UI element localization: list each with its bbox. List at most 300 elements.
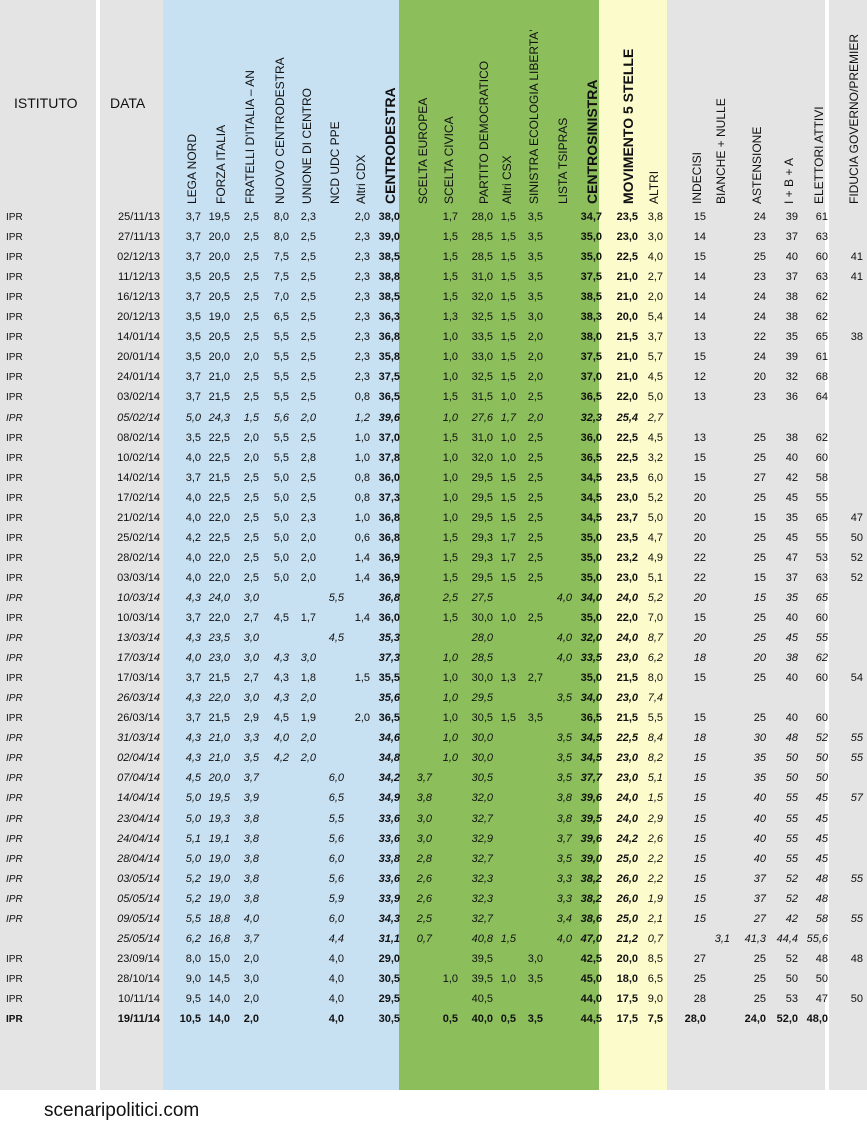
table-cell: 15 (693, 251, 706, 264)
row-date: 14/04/14 (117, 792, 160, 805)
table-cell: 3,7 (185, 371, 201, 384)
table-cell: 2,5 (527, 531, 543, 544)
table-cell: 5,9 (328, 892, 344, 905)
table-cell: 8,7 (647, 632, 663, 645)
table-cell: 36,8 (378, 531, 400, 544)
table-cell: 34,7 (580, 211, 602, 223)
row-date: 31/03/14 (117, 732, 160, 745)
table-cell: 2,5 (300, 491, 316, 504)
table-cell: 21,5 (616, 331, 638, 344)
table-cell: 47 (850, 511, 863, 524)
column-header-label: FIDUCIA GOVERNO/PREMIER (847, 33, 861, 204)
table-cell: 62 (815, 311, 828, 324)
table-cell: 32,0 (471, 291, 493, 304)
table-cell: 3,5 (527, 251, 543, 264)
table-cell: 1,0 (442, 471, 458, 484)
table-cell: 34,9 (378, 792, 400, 805)
table-cell: 5,6 (328, 832, 344, 845)
table-cell: 15 (693, 772, 706, 785)
table-cell: 15 (753, 511, 766, 524)
table-cell: 18 (693, 652, 706, 665)
table-cell: 2,5 (243, 231, 259, 244)
table-cell: 2,1 (647, 912, 663, 925)
table-cell: 24,0 (616, 792, 638, 805)
table-cell: 27 (693, 952, 706, 965)
table-cell: 2,5 (243, 291, 259, 304)
column-header (214, 8, 234, 204)
row-istituto: IPR (6, 873, 23, 885)
table-cell: 39,6 (378, 411, 400, 424)
table-cell: 34,0 (580, 692, 602, 705)
row-istituto: IPR (6, 853, 23, 865)
table-cell: 2,3 (300, 211, 316, 223)
table-cell: 2,5 (300, 471, 316, 484)
header-istituto: ISTITUTO (14, 95, 78, 111)
table-cell: 5,0 (273, 511, 289, 524)
table-cell: 27,6 (471, 411, 493, 424)
table-cell: 29,0 (378, 952, 400, 965)
column-header-label: NCD UDC PPE (328, 121, 342, 204)
table-cell: 5,0 (273, 471, 289, 484)
table-cell: 15 (693, 832, 706, 845)
table-cell: 4,0 (556, 932, 572, 945)
column-header (477, 8, 497, 204)
table-cell: 7,0 (647, 612, 663, 624)
table-cell: 35,0 (580, 531, 602, 544)
table-cell: 35 (753, 772, 766, 785)
table-cell: 1,0 (442, 491, 458, 504)
table-cell: 2,0 (300, 571, 316, 584)
column-header (586, 8, 606, 204)
row-istituto: IPR (6, 773, 23, 785)
table-cell: 3,5 (556, 752, 572, 765)
table-cell: 25 (753, 431, 766, 444)
table-cell: 2,5 (527, 431, 543, 444)
table-cell: 3,7 (185, 471, 201, 484)
table-cell: 23,7 (616, 511, 638, 524)
table-cell: 2,3 (354, 231, 370, 244)
table-cell: 8,0 (273, 211, 289, 223)
table-cell: 4,5 (647, 431, 663, 444)
table-cell: 2,3 (354, 351, 370, 364)
table-cell: 22,5 (616, 251, 638, 264)
row-istituto: IPR (6, 693, 23, 705)
table-cell: 20,0 (208, 772, 230, 785)
table-cell: 7,5 (647, 1013, 663, 1025)
table-cell: 45 (785, 491, 798, 504)
table-cell: 42,5 (580, 952, 602, 965)
table-cell: 23,5 (208, 632, 230, 645)
table-cell: 64 (815, 391, 828, 404)
table-cell: 24,0 (744, 1013, 766, 1025)
table-cell: 5,0 (647, 391, 663, 404)
table-cell: 29,5 (471, 511, 493, 524)
table-cell: 3,8 (243, 852, 259, 865)
table-cell: 3,5 (556, 772, 572, 785)
table-cell: 33,6 (378, 872, 400, 885)
table-cell: 1,4 (354, 612, 370, 624)
row-date: 23/09/14 (117, 952, 160, 965)
row-istituto: IPR (6, 212, 23, 223)
table-cell: 1,9 (647, 892, 663, 905)
table-cell: 23,0 (616, 752, 638, 765)
table-cell: 3,7 (185, 291, 201, 304)
table-cell: 15 (693, 211, 706, 223)
table-cell: 28 (693, 992, 706, 1005)
table-cell: 2,7 (647, 411, 663, 424)
table-cell: 34,3 (378, 912, 400, 925)
table-cell: 6,0 (647, 471, 663, 484)
table-cell: 1,5 (442, 531, 458, 544)
table-cell: 2,5 (300, 431, 316, 444)
table-cell: 33,6 (378, 812, 400, 825)
table-cell: 2,0 (647, 291, 663, 304)
table-cell: 1,3 (442, 311, 458, 324)
table-cell: 52 (785, 952, 798, 965)
table-cell: 1,5 (500, 511, 516, 524)
row-date: 09/05/14 (117, 912, 160, 925)
table-cell: 23,0 (616, 652, 638, 665)
table-cell: 5,5 (273, 431, 289, 444)
table-cell: 5,0 (273, 571, 289, 584)
table-cell: 2,7 (243, 672, 259, 685)
table-cell: 40 (785, 251, 798, 264)
table-cell: 35,0 (580, 251, 602, 264)
table-cell: 22,5 (616, 732, 638, 745)
table-cell: 39 (785, 211, 798, 223)
table-cell: 3,0 (416, 812, 432, 825)
column-header-label: INDECISI (690, 151, 704, 204)
table-cell: 60 (815, 712, 828, 725)
table-cell: 23,0 (616, 231, 638, 244)
table-cell: 20,5 (208, 331, 230, 344)
table-cell: 4,5 (273, 712, 289, 725)
table-cell: 28,0 (471, 632, 493, 645)
table-cell: 3,8 (416, 792, 432, 805)
column-header-label: LEGA NORD (185, 133, 199, 204)
table-cell: 0,6 (354, 531, 370, 544)
table-cell: 38,2 (580, 872, 602, 885)
table-cell: 55 (785, 812, 798, 825)
table-cell: 0,8 (354, 391, 370, 404)
table-cell: 20,0 (208, 251, 230, 264)
table-cell: 3,8 (243, 892, 259, 905)
table-cell: 30,0 (471, 612, 493, 624)
row-date: 28/02/14 (117, 551, 160, 564)
row-istituto: IPR (6, 733, 23, 745)
table-cell: 5,5 (185, 912, 201, 925)
table-cell: 2,8 (300, 451, 316, 464)
column-header-label: LISTA TSIPRAS (556, 117, 570, 204)
table-cell: 19,5 (208, 792, 230, 805)
left-gray-band (0, 0, 163, 1090)
table-cell: 24 (753, 211, 766, 223)
table-cell: 18 (693, 732, 706, 745)
table-cell: 2,5 (243, 311, 259, 324)
column-header-label: FRATELLI D'ITALIA – AN (243, 70, 257, 204)
table-cell: 2,0 (300, 732, 316, 745)
table-cell: 34,0 (580, 591, 602, 604)
table-cell: 32,9 (471, 832, 493, 845)
table-cell: 45 (785, 531, 798, 544)
table-cell: 32,5 (471, 311, 493, 324)
table-cell: 2,0 (243, 952, 259, 965)
table-cell: 3,0 (647, 231, 663, 244)
table-cell: 4,5 (328, 632, 344, 645)
column-header (442, 8, 462, 204)
table-cell: 22,5 (616, 451, 638, 464)
table-cell: 24,3 (208, 411, 230, 424)
table-cell: 63 (815, 571, 828, 584)
table-cell: 55 (815, 531, 828, 544)
table-cell: 2,9 (647, 812, 663, 825)
table-cell: 63 (815, 231, 828, 244)
table-cell: 25 (753, 672, 766, 685)
footer-source: scenaripolitici.com (44, 1100, 200, 1121)
table-cell: 2,0 (243, 1013, 259, 1025)
table-cell: 2,2 (647, 872, 663, 885)
table-cell: 2,3 (354, 291, 370, 304)
table-cell: 38 (785, 652, 798, 665)
table-cell: 2,0 (527, 331, 543, 344)
column-header (384, 8, 404, 204)
row-istituto: IPR (6, 532, 23, 544)
column-header-label: FORZA ITALIA (214, 124, 228, 204)
table-cell: 15 (693, 712, 706, 725)
table-cell: 38,8 (378, 271, 400, 284)
table-cell: 45 (815, 852, 828, 865)
column-header-label: SCELTA CIVICA (442, 116, 456, 204)
table-cell: 44,5 (580, 1013, 602, 1025)
table-cell: 1,5 (500, 571, 516, 584)
column-header (556, 8, 576, 204)
table-cell: 1,0 (442, 351, 458, 364)
table-cell: 1,3 (500, 672, 516, 685)
table-cell: 2,5 (243, 391, 259, 404)
row-date: 27/11/13 (117, 231, 160, 244)
table-cell: 31,1 (378, 932, 400, 945)
table-cell: 4,0 (328, 1013, 344, 1025)
table-cell: 2,5 (527, 491, 543, 504)
table-cell: 13 (693, 331, 706, 344)
table-cell: 40,5 (471, 992, 493, 1005)
table-cell: 29,5 (471, 571, 493, 584)
column-header-label: I + B + A (782, 157, 796, 204)
table-cell: 4,5 (647, 371, 663, 384)
table-cell: 50 (850, 531, 863, 544)
table-cell: 45 (815, 792, 828, 805)
table-cell: 5,5 (328, 591, 344, 604)
table-cell: 21,5 (208, 712, 230, 725)
row-istituto: IPR (6, 572, 23, 584)
table-cell: 40,8 (471, 932, 493, 945)
table-cell: 15 (693, 752, 706, 765)
table-cell: 3,9 (243, 792, 259, 805)
table-cell: 18,8 (208, 912, 230, 925)
table-cell: 1,5 (354, 672, 370, 685)
table-cell: 37,8 (378, 451, 400, 464)
table-cell: 1,5 (500, 932, 516, 945)
table-cell: 9,0 (185, 972, 201, 985)
table-cell: 4,9 (647, 551, 663, 564)
table-cell: 37,7 (580, 772, 602, 785)
table-cell: 15 (693, 672, 706, 685)
table-cell: 35,0 (580, 571, 602, 584)
table-cell: 2,3 (354, 271, 370, 284)
table-cell: 20,0 (208, 231, 230, 244)
table-cell: 14 (693, 231, 706, 244)
table-cell: 5,0 (185, 792, 201, 805)
table-cell: 39,6 (580, 792, 602, 805)
table-cell: 2,6 (416, 872, 432, 885)
table-cell: 36,9 (378, 571, 400, 584)
table-cell: 24,2 (616, 832, 638, 845)
table-cell: 21,0 (616, 291, 638, 304)
table-cell: 3,4 (556, 912, 572, 925)
table-cell: 3,7 (647, 331, 663, 344)
table-cell: 2,5 (300, 331, 316, 344)
table-cell: 6,0 (328, 772, 344, 785)
table-cell: 50 (815, 752, 828, 765)
table-cell: 15 (693, 451, 706, 464)
row-date: 05/02/14 (117, 411, 160, 424)
table-cell: 4,0 (185, 491, 201, 504)
row-istituto: IPR (6, 332, 23, 344)
table-cell: 2,5 (300, 271, 316, 284)
table-cell: 20 (693, 632, 706, 645)
table-cell: 1,5 (647, 792, 663, 805)
table-cell: 4,0 (328, 952, 344, 965)
table-cell: 1,0 (442, 692, 458, 705)
row-date: 28/04/14 (117, 852, 160, 865)
table-cell: 2,0 (527, 411, 543, 424)
table-cell: 52 (815, 732, 828, 745)
table-cell: 2,5 (243, 571, 259, 584)
row-date: 10/03/14 (117, 612, 160, 624)
table-cell: 3,8 (556, 812, 572, 825)
table-cell: 2,5 (527, 612, 543, 624)
table-cell: 38,5 (378, 291, 400, 304)
table-cell: 3,0 (416, 832, 432, 845)
table-cell: 39,5 (471, 972, 493, 985)
table-cell: 3,7 (556, 832, 572, 845)
table-cell: 33,0 (471, 351, 493, 364)
table-cell: 33,5 (580, 652, 602, 665)
table-cell: 7,4 (647, 692, 663, 705)
table-cell: 1,0 (442, 371, 458, 384)
table-cell: 16,8 (208, 932, 230, 945)
table-cell: 9,5 (185, 992, 201, 1005)
table-cell: 12 (693, 371, 706, 384)
table-cell: 8,0 (273, 231, 289, 244)
table-cell: 2,5 (300, 391, 316, 404)
row-date: 23/04/14 (117, 812, 160, 825)
table-cell: 39,5 (471, 952, 493, 965)
column-header (782, 8, 802, 204)
table-cell: 19,0 (208, 892, 230, 905)
table-cell: 40 (753, 812, 766, 825)
row-date: 03/02/14 (117, 391, 160, 404)
table-cell: 25 (753, 251, 766, 264)
table-cell: 2,9 (243, 712, 259, 725)
table-cell: 14,5 (208, 972, 230, 985)
table-cell: 55 (850, 752, 863, 765)
table-cell: 1,8 (300, 672, 316, 685)
table-cell: 5,2 (647, 491, 663, 504)
table-cell: 62 (815, 291, 828, 304)
table-cell: 5,5 (328, 812, 344, 825)
table-cell: 3,5 (185, 311, 201, 324)
table-cell: 32,3 (580, 411, 602, 424)
table-cell: 5,0 (185, 411, 201, 424)
table-cell: 53 (815, 551, 828, 564)
row-date: 19/11/14 (117, 1013, 160, 1025)
table-cell: 4,0 (556, 591, 572, 604)
table-cell: 5,2 (647, 591, 663, 604)
table-cell: 5,2 (185, 872, 201, 885)
table-cell: 1,0 (442, 511, 458, 524)
table-cell: 2,3 (354, 371, 370, 384)
table-cell: 37 (785, 271, 798, 284)
table-cell: 53 (785, 992, 798, 1005)
table-cell: 2,5 (527, 511, 543, 524)
table-cell: 2,5 (243, 371, 259, 384)
table-cell: 60 (815, 251, 828, 264)
table-cell: 33,5 (471, 331, 493, 344)
table-cell: 48 (850, 952, 863, 965)
table-cell: 38 (785, 291, 798, 304)
table-cell: 24,0 (616, 812, 638, 825)
table-cell: 5,1 (185, 832, 201, 845)
table-cell: 0,8 (354, 471, 370, 484)
column-header (690, 8, 710, 204)
table-cell: 2,5 (527, 551, 543, 564)
table-cell: 25 (753, 992, 766, 1005)
column-header (647, 8, 667, 204)
row-istituto: IPR (6, 292, 23, 304)
row-istituto: IPR (6, 232, 23, 244)
table-cell: 3,0 (527, 952, 543, 965)
table-cell: 5,0 (185, 812, 201, 825)
table-cell: 3,1 (714, 932, 730, 945)
table-cell: 27,5 (471, 591, 493, 604)
table-cell: 32,7 (471, 852, 493, 865)
table-cell: 39,0 (378, 231, 400, 244)
table-cell: 48 (815, 952, 828, 965)
table-cell: 28,0 (471, 211, 493, 223)
table-cell: 50 (815, 772, 828, 785)
row-istituto: IPR (6, 352, 23, 364)
column-header-label: CENTRODESTRA (382, 87, 398, 204)
table-cell: 6,5 (328, 792, 344, 805)
table-cell: 65 (815, 591, 828, 604)
table-cell: 15 (693, 812, 706, 825)
table-cell: 3,5 (527, 291, 543, 304)
row-istituto: IPR (6, 552, 23, 564)
row-date: 02/12/13 (117, 251, 160, 264)
table-cell: 38 (785, 311, 798, 324)
table-cell: 44,0 (580, 992, 602, 1005)
table-cell: 25 (753, 551, 766, 564)
table-cell: 30,5 (378, 972, 400, 985)
table-cell: 23,5 (616, 531, 638, 544)
table-cell: 4,7 (647, 531, 663, 544)
table-cell: 4,0 (185, 652, 201, 665)
table-cell: 55,6 (806, 932, 828, 945)
table-cell: 0,7 (647, 932, 663, 945)
table-cell: 2,5 (300, 251, 316, 264)
table-cell: 19,0 (208, 311, 230, 324)
